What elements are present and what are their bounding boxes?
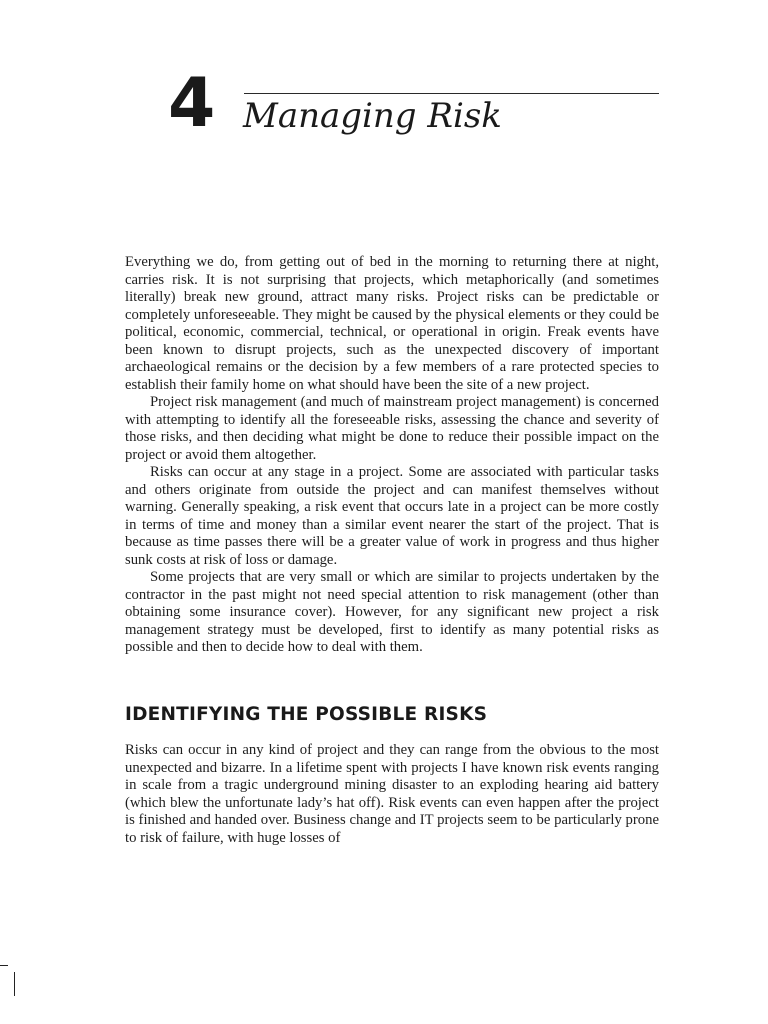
crop-mark-horizontal xyxy=(0,965,8,966)
intro-text xyxy=(125,254,659,657)
chapter-title: Managing Risk xyxy=(243,96,502,136)
crop-mark-vertical xyxy=(14,972,15,996)
section-heading: IDENTIFYING THE POSSIBLE RISKS xyxy=(125,704,488,725)
paragraph: Risks can occur in any kind of project and they can range from the obvious to the most unexpected and bizarre. In a lifetime spent with projects I have known risk events ranging in scale from a tragic underground mining disaster to an exploding hearing aid battery (which blew the unfortunate lady’s hat off). Risk events can even happen after the project is finished and handed over. Business change and IT projects seem to be particularly prone to risk of failure, with huge losses of xyxy=(125,742,659,846)
paragraph: Project risk management (and much of mainstream project management) is concerned with attempting to identify all the foreseeable risks, assessing the chance and severity of those risks, and then deciding what might be done to reduce their possible impact on the project or avoid them altogether. xyxy=(125,394,659,463)
paragraph: Some projects that are very small or which are similar to projects undertaken by the contractor in the past might not need special attention to risk management (other than obtaining some insurance cover). However, for any significant new project a risk management strategy must be developed, first to identify as many potential risks as possible and then to decide how to deal with them. xyxy=(125,569,659,655)
section-text xyxy=(125,742,659,847)
chapter-number: 4 xyxy=(168,64,215,143)
paragraph: Everything we do, from getting out of bed in the morning to returning there at night, carries risk. It is not surprising that projects, which metaphorically (and sometimes literally) break new ground, attract many risks. Project risks can be predictable or completely unforeseeable. They might be caused by the physical elements or they could be political, economic, commercial, technical, or operational in origin. Freak events have been known to disrupt projects, such as the unexpected discovery of important archaeological remains or the decision by a few members of a rare protected species to establish their family home on what should have been the site of a new project. xyxy=(125,254,660,393)
paragraph: Risks can occur at any stage in a project. Some are associated with particular tasks and others originate from outside the project and can manifest themselves without warning. Generally speaking, a risk event that occurs late in a project can be more costly in terms of time and money than a similar event nearer the start of the project. That is because as time passes there will be a greater value of work in progress and thus higher sunk costs at risk of loss or damage. xyxy=(125,464,659,568)
